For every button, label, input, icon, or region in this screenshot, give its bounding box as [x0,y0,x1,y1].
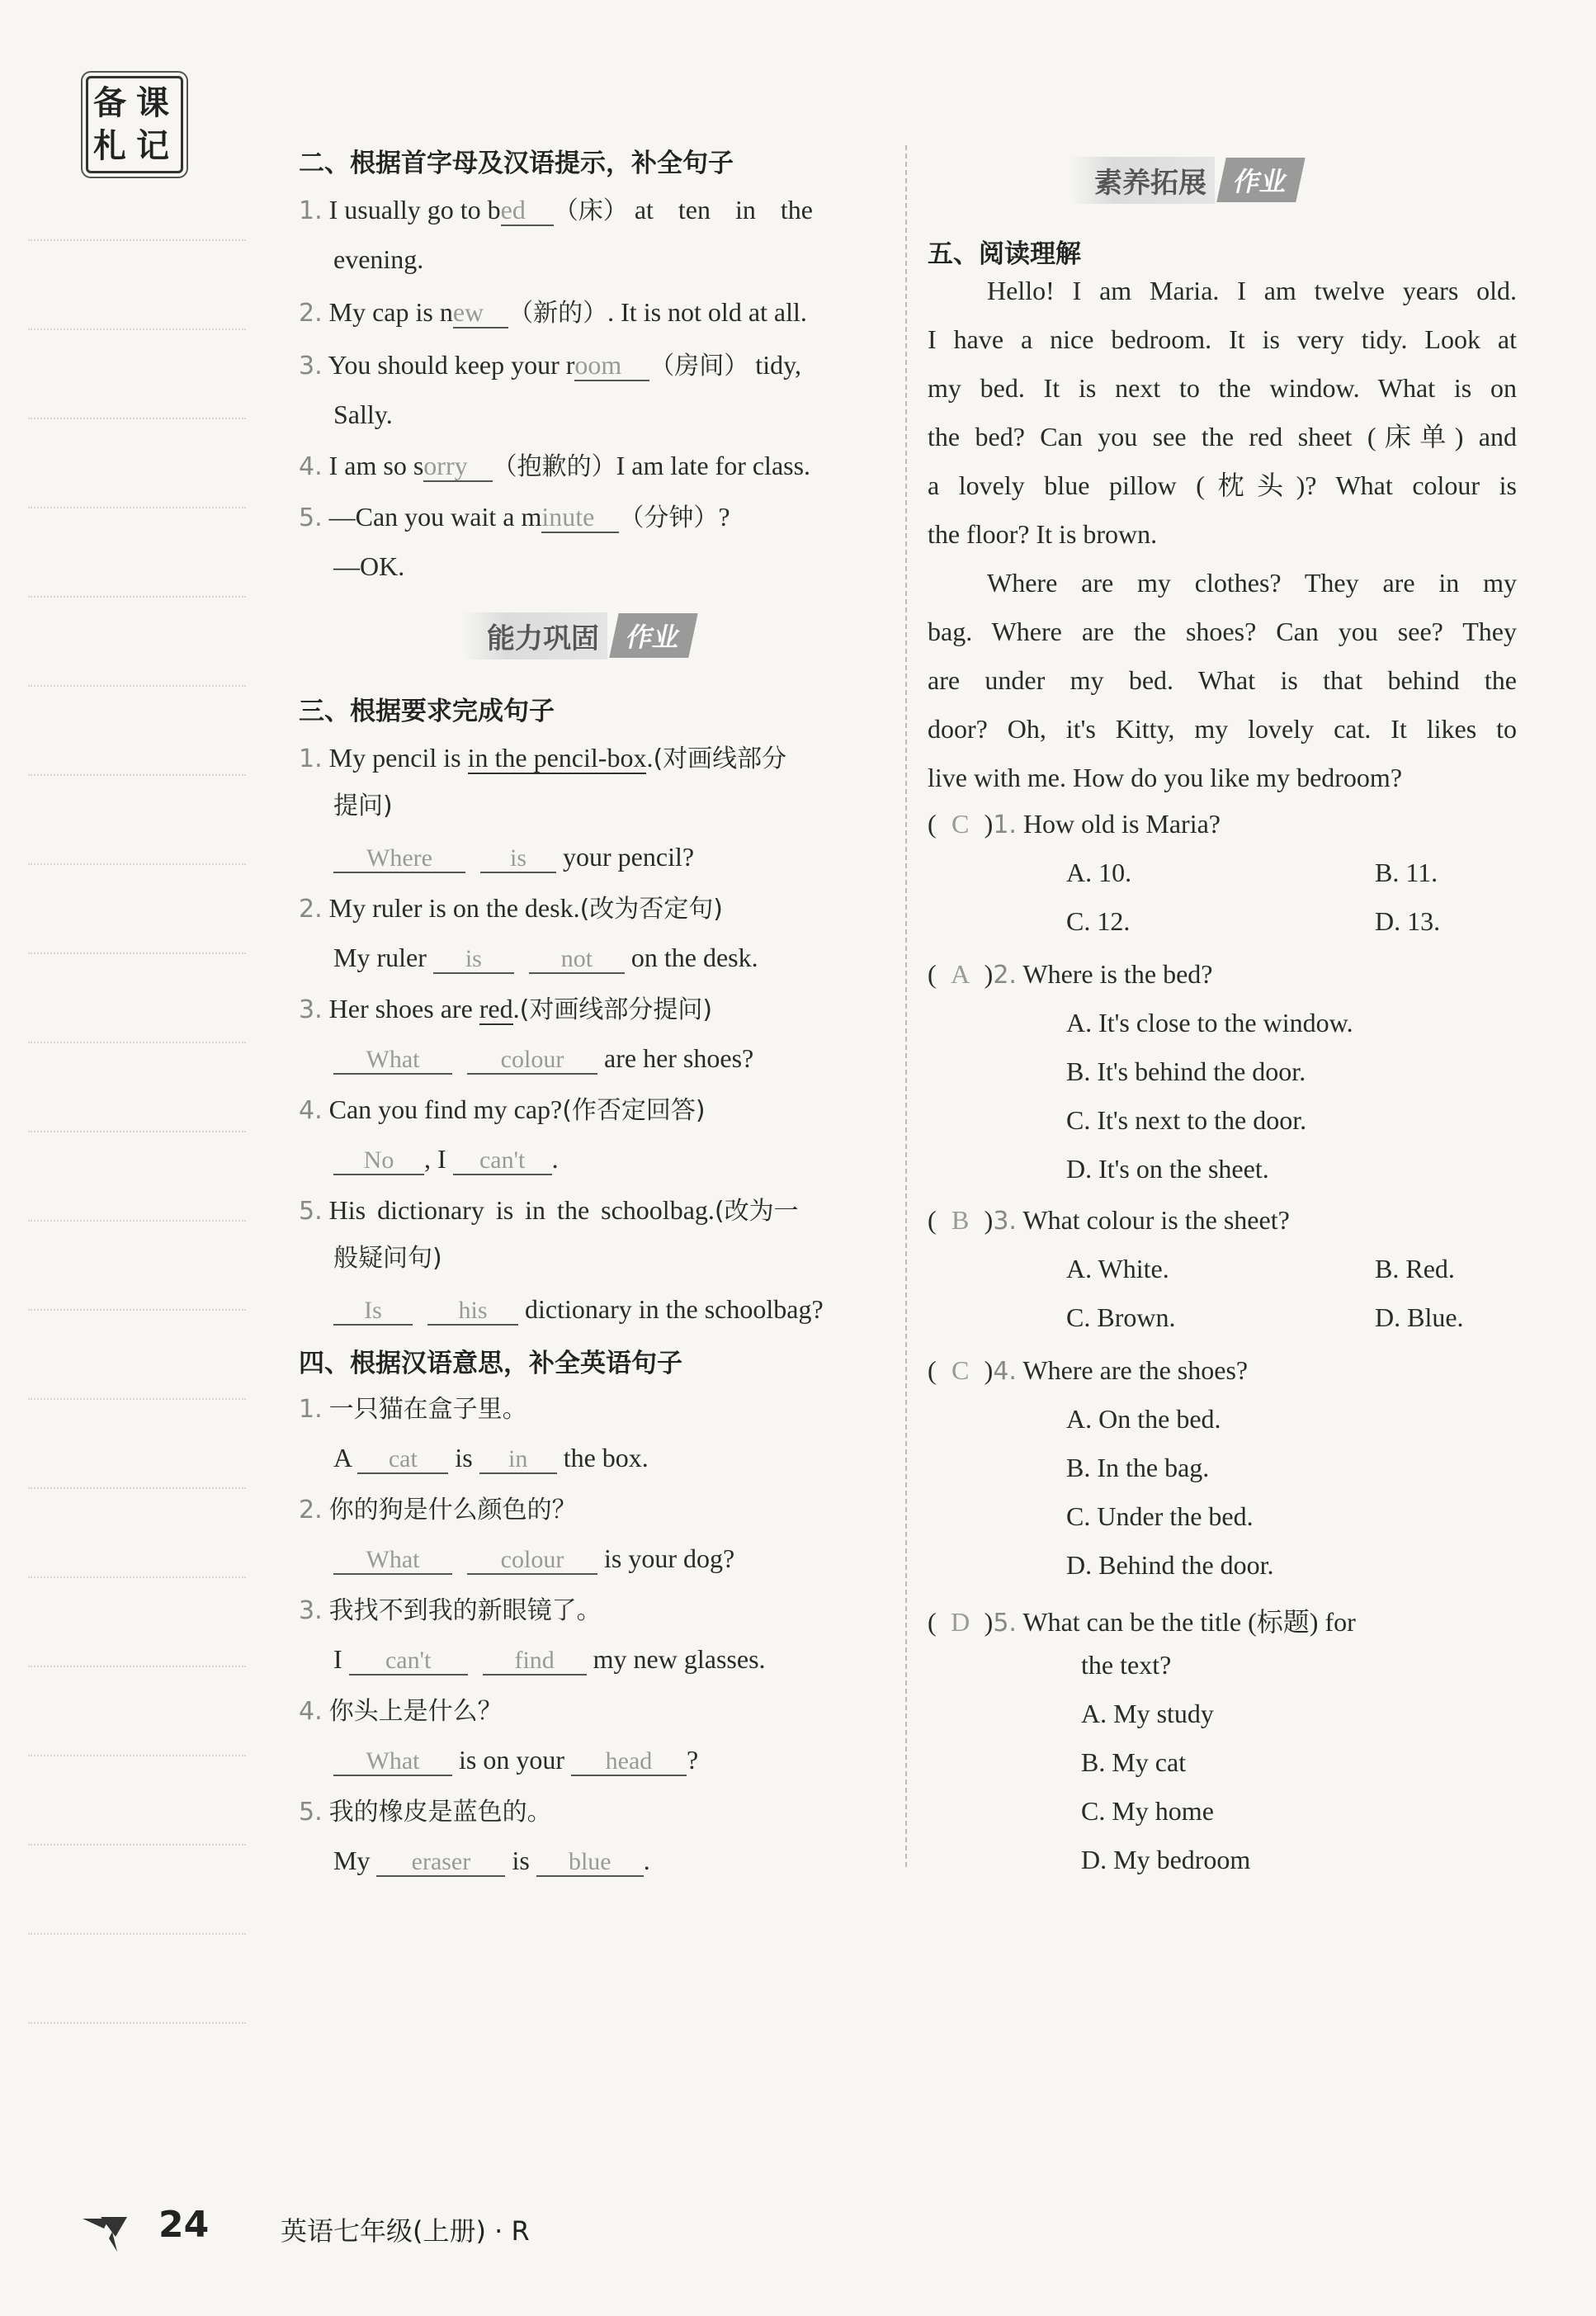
s3-item-1-answer: Where is your pencil? [333,842,694,873]
paren: ( [928,809,937,839]
passage-line: Where are my clothes? They are in my [987,568,1517,598]
note-line [28,685,246,687]
option: A. On the bed. [1066,1404,1221,1434]
page-number: 24 [158,2204,210,2246]
column-divider [905,145,907,1867]
s4-item-2-answer: What colour is your dog? [333,1543,734,1575]
option: B. It's behind the door. [1066,1056,1306,1086]
banner-ability: 能力巩固 作业 [462,612,693,659]
s2-item-3: 3. You should keep your room （房间） tidy, [299,350,801,380]
note-line [28,328,246,330]
note-char: 课 [136,84,169,122]
option: C. It's next to the door. [1066,1105,1307,1135]
s2-item-5: 5. —Can you wait a minute （分钟）? [299,502,730,532]
s4-item-5-answer: My eraser is blue . [333,1846,650,1875]
note-line [28,1933,246,1935]
lesson-notes-box [86,76,183,173]
passage-line: I have a nice bedroom. It is very tidy. Look at [928,324,1517,354]
note-line [28,774,246,776]
s2-item-1-cont: evening. [333,244,424,274]
s4-item-2: 2. 你的狗是什么颜色的？ [299,1496,577,1524]
option: A. 10. [1066,858,1132,887]
note-char: 记 [136,127,169,165]
note-line [28,507,246,508]
paren: ( [928,1355,937,1385]
passage-line: my bed. It is next to the window. What is on [928,373,1517,403]
option: C. Under the bed. [1066,1501,1254,1531]
note-line [28,1398,246,1400]
s4-item-1: 1. 一只猫在盒子里。 [299,1395,527,1424]
answer-letter: A [951,959,970,989]
s4-item-4-answer: What is on your head ? [333,1745,698,1776]
note-line [28,1576,246,1578]
paren: ( [928,1205,937,1235]
s2-item-2: 2. My cap is new （新的）. It is not old at all. [299,297,807,328]
question-5: ( D )5. What can be the title (标题) for [928,1607,1356,1638]
note-line [28,418,246,419]
note-line [28,1666,246,1667]
s3-item-4-answer: No , I can't . [333,1144,559,1175]
option: D. Blue. [1375,1302,1464,1332]
s4-item-1-answer: A cat is in the box. [333,1443,649,1472]
question-2: ( A )2. Where is the bed? [928,959,1213,990]
s3-item-1: 1. My pencil is in the pencil-box.(对画线部分 [299,743,787,773]
option: A. White. [1066,1254,1169,1283]
section-4-title: 四、根据汉语意思，补全英语句子 [299,1349,682,1378]
note-line [28,1755,246,1756]
s3-item-3: 3. Her shoes are red.(对画线部分提问) [299,994,713,1024]
answer-letter: B [951,1205,970,1235]
option: C. Brown. [1066,1302,1176,1332]
option: D. 13. [1375,906,1441,936]
option: D. It's on the sheet. [1066,1154,1269,1184]
note-line [28,596,246,598]
answer-letter: C [951,809,970,839]
note-line [28,1220,246,1222]
note-char: 备 [93,84,126,122]
s3-item-1-cont: 提问) [333,792,393,820]
s2-item-3-cont: Sally. [333,399,393,429]
note-line [28,1042,246,1043]
option: D. Behind the door. [1066,1550,1274,1580]
passage-line: are under my bed. What is that behind the [928,665,1517,695]
s2-item-5-cont: —OK. [333,551,405,581]
passage-line: door? Oh, it's Kitty, my lovely cat. It likes to [928,714,1517,744]
option: C. My home [1081,1796,1214,1826]
note-line [28,1844,246,1846]
note-line [28,1487,246,1489]
note-line [28,1131,246,1132]
question-1: ( C )1. How old is Maria? [928,809,1221,839]
passage-line: the floor? It is brown. [928,519,1158,549]
s2-item-1: 1. I usually go to bed （床） at ten in the [299,195,813,225]
option: B. 11. [1375,858,1438,887]
section-3-title: 三、根据要求完成句子 [299,697,555,726]
s4-item-3: 3. 我找不到我的新眼镜了。 [299,1596,602,1625]
option: B. In the bag. [1066,1453,1210,1482]
note-line [28,952,246,954]
paren: ( [928,1607,937,1637]
passage-line: Hello! I am Maria. I am twelve years old. [987,276,1517,305]
passage-line: live with me. How do you like my bedroom? [928,763,1403,792]
option: B. My cat [1081,1747,1187,1777]
note-char: 札 [93,127,126,165]
question-3: ( B )3. What colour is the sheet? [928,1205,1290,1236]
s3-item-4: 4. Can you find my cap?(作否定回答) [299,1094,706,1125]
s3-item-5: 5. His dictionary is in the schoolbag.(改为一 [299,1195,799,1226]
page-corner-icon [79,2205,137,2255]
option: B. Red. [1375,1254,1455,1283]
answer-letter: C [951,1355,970,1385]
note-line [28,1309,246,1311]
question-4: ( C )4. Where are the shoes? [928,1355,1249,1386]
s3-item-5-answer: Is his dictionary in the schoolbag? [333,1294,824,1326]
banner-literacy: 素养拓展 作业 [1070,157,1301,203]
note-line [28,239,246,241]
s2-item-4: 4. I am so sorry （抱歉的）I am late for class. [299,451,811,481]
note-line [28,863,246,865]
s4-item-3-answer: I can't find my new glasses. [333,1644,766,1674]
s4-item-5: 5. 我的橡皮是蓝色的。 [299,1798,552,1827]
option: A. It's close to the window. [1066,1008,1353,1037]
answer-letter: D [951,1607,970,1637]
s3-item-5-cont: 般疑问句) [333,1244,442,1273]
s3-item-3-answer: What colour are her shoes? [333,1043,753,1075]
option: D. My bedroom [1081,1845,1251,1874]
s3-item-2-answer: My ruler is not on the desk. [333,943,758,972]
passage-line: bag. Where are the shoes? Can you see? They [928,617,1517,646]
option: C. 12. [1066,906,1131,936]
section-2-title: 二、根据首字母及汉语提示，补全句子 [299,149,734,178]
section-5-title: 五、阅读理解 [928,239,1081,269]
passage-line: the bed? Can you see the red sheet (床单) and [928,422,1517,451]
book-title: 英语七年级(上册) · R [281,2215,530,2247]
note-line [28,2022,246,2024]
s4-item-4: 4. 你头上是什么？ [299,1697,503,1726]
s3-item-2: 2. My ruler is on the desk.(改为否定句) [299,893,723,924]
option: A. My study [1081,1699,1214,1728]
paren: ( [928,959,937,989]
passage-line: a lovely blue pillow (枕头)? What colour is [928,470,1517,500]
question-5-cont: the text? [1081,1650,1172,1680]
